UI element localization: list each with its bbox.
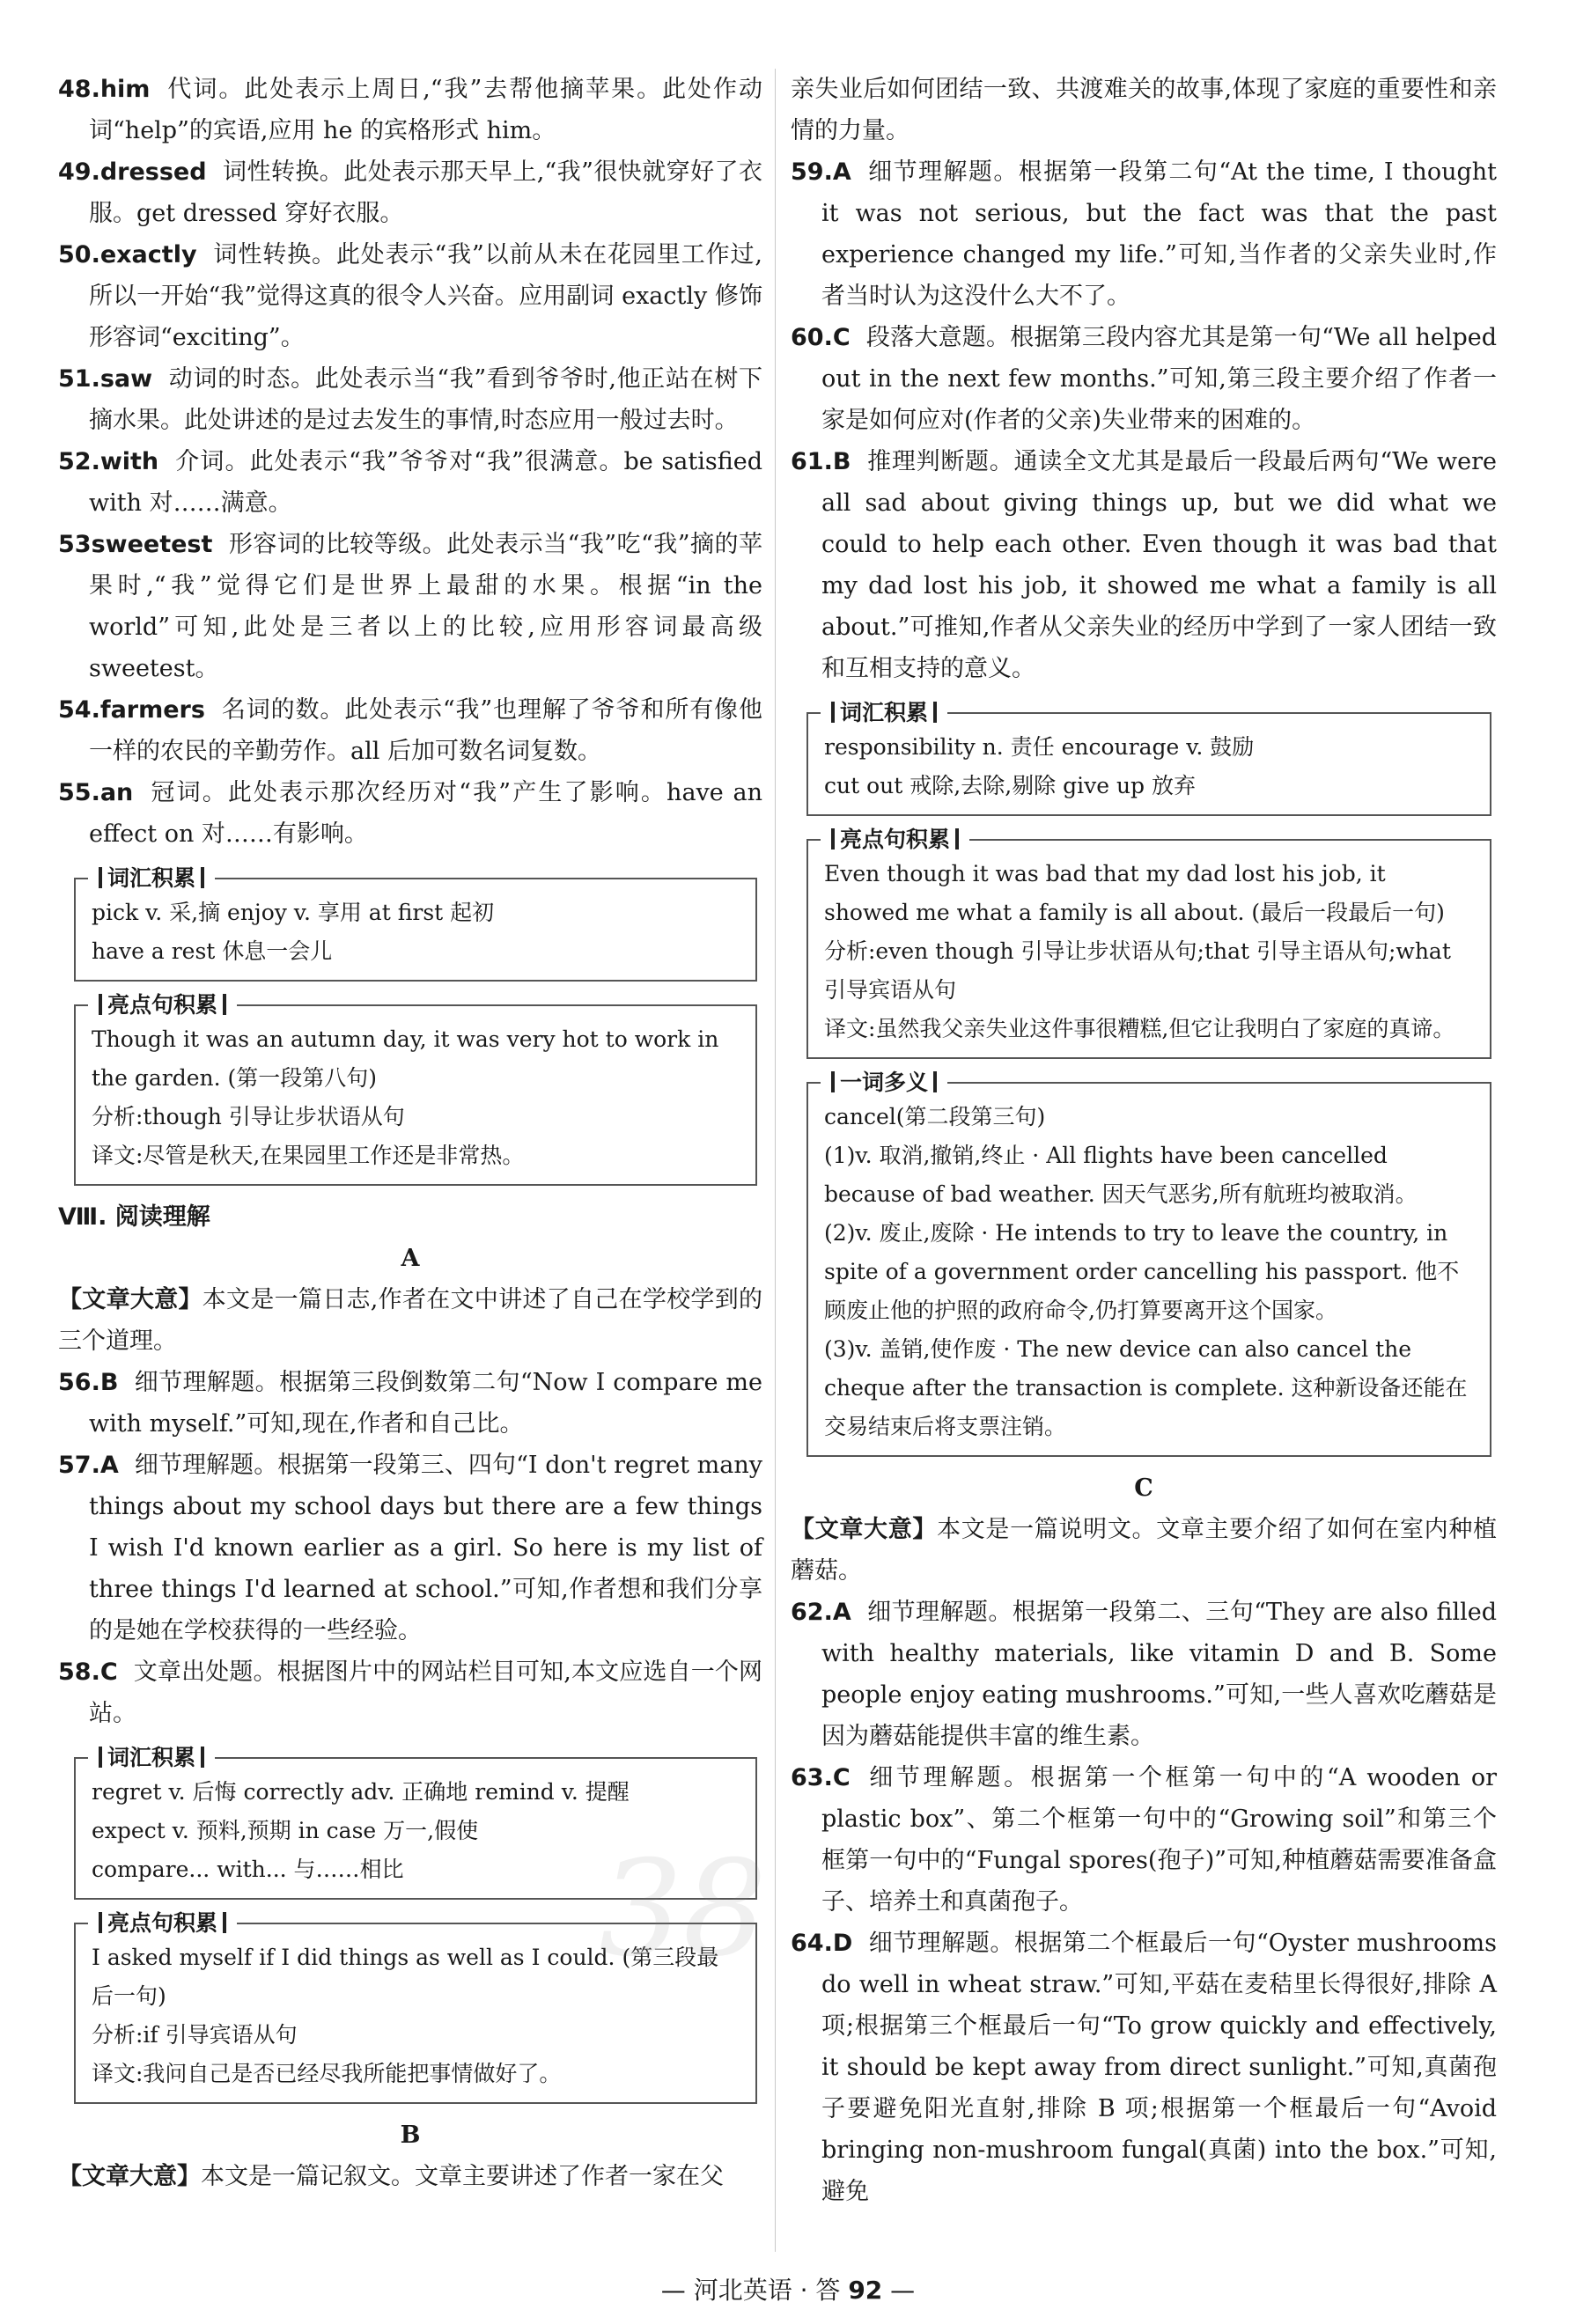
box-line: 译文:虽然我父亲失业这件事很糟糕,但它让我明白了家庭的真谛。 [824, 1016, 1455, 1041]
box-line: 译文:我问自己是否已经尽我所能把事情做好了。 [92, 2061, 562, 2086]
part-heading-a: A [401, 1245, 420, 1272]
answer-number: 63.C [791, 1764, 851, 1791]
box-line: 分析:if 引导宾语从句 [92, 2022, 298, 2048]
answer-item [58, 358, 762, 441]
answer-item [791, 151, 1497, 317]
box-line: Even though it was bad that my dad lost his job, it showed me what a family is all about. (最后一段最后一句) [824, 861, 1445, 925]
polysemy-box [806, 1070, 1491, 1457]
summary-a: 【文章大意】本文是一篇日志,作者在文中讲述了自己在学校学到的三个道理。 [58, 1286, 762, 1355]
answer-list-a [58, 1362, 762, 1734]
answer-number: 54.farmers [58, 696, 205, 724]
answer-number: 58.C [58, 1658, 118, 1686]
box-line: 分析:though 引导让步状语从句 [92, 1104, 405, 1129]
answer-item [791, 1757, 1497, 1923]
box-lines [92, 1773, 740, 1889]
answer-item [58, 772, 762, 855]
sentence-box-2 [74, 1910, 757, 2104]
summary-c: 【文章大意】本文是一篇说明文。文章主要介绍了如何在室内种植蘑菇。 [791, 1516, 1498, 1585]
box-line: regret v. 后悔 correctly adv. 正确地 remind v. 提醒 [92, 1779, 630, 1805]
answer-item [791, 317, 1497, 441]
box-line: Though it was an autumn day, it was very hot to work in the garden. (第一段第八句) [92, 1026, 719, 1091]
answer-number: 49.dressed [58, 158, 207, 186]
answer-explanation: 名词的数。此处表示“我”也理解了爷爷和所有像他一样的农民的辛勤劳作。all 后加可数名词复数。 [89, 696, 762, 765]
box-line: 译文:尽管是秋天,在果园里工作还是非常热。 [92, 1143, 525, 1168]
answer-item [58, 1362, 762, 1445]
answer-explanation: 词性转换。此处表示那天早上,“我”很快就穿好了衣服。get dressed 穿好衣服。 [89, 158, 762, 227]
answer-number: 61.B [791, 448, 851, 475]
box-title: 亮点句积累 [88, 1910, 237, 1937]
box-line: cancel(第二段第三句) [824, 1104, 1046, 1129]
box-lines [92, 1020, 740, 1175]
answer-explanation: 词性转换。此处表示“我”以前从未在花园里工作过,所以一开始“我”觉得这真的很令人兴奋。应用副词 exactly 修饰形容词“exciting”。 [89, 241, 762, 351]
box-title: 一词多义 [821, 1070, 947, 1096]
vocab-box-2 [74, 1745, 757, 1900]
answer-explanation: 冠词。此处表示那次经历对“我”产生了影响。have an effect on 对……有影响。 [89, 779, 762, 848]
answer-number: 59.A [791, 158, 851, 186]
sentence-box-3 [806, 827, 1491, 1059]
answer-item [58, 151, 762, 234]
answer-item [58, 441, 762, 524]
box-line: (1)v. 取消,撤销,终止 · All flights have been cancelled because of bad weather. 因天气恶劣,所有航班均被取消。 [824, 1143, 1418, 1207]
box-line: have a rest 休息一会儿 [92, 938, 333, 964]
part-heading-c: C [1134, 1475, 1153, 1502]
answer-number: 51.saw [58, 365, 153, 393]
vocab-box-1 [74, 865, 757, 982]
answer-explanation: 介词。此处表示“我”爷爷对“我”很满意。be satisfied with 对……满意。 [89, 448, 762, 517]
summary-b: 【文章大意】本文是一篇记叙文。文章主要讲述了作者一家在父 [58, 2163, 724, 2190]
box-line: pick v. 采,摘 enjoy v. 享用 at first 起初 [92, 900, 495, 925]
box-title: 亮点句积累 [821, 827, 969, 853]
answer-explanation: 代词。此处表示上周日,“我”去帮他摘苹果。此处作动词“help”的宾语,应用 he 的宾格形式 him。 [89, 76, 762, 144]
answer-number: 56.B [58, 1369, 119, 1396]
answer-number: 64.D [791, 1930, 853, 1957]
box-line: compare... with... 与……相比 [92, 1857, 404, 1882]
answer-number: 50.exactly [58, 241, 197, 268]
answer-item [58, 524, 762, 689]
summary-b-continued: 亲失业后如何团结一致、共渡难关的故事,体现了家庭的重要性和亲情的力量。 [791, 76, 1497, 144]
box-lines [92, 894, 740, 971]
answer-explanation: 细节理解题。根据第一段第三、四句“I don't regret many things about my school days but there are a few things I wish I'd known earlier as a girl. So here is my list of three things I'd learned at school.”可知,作者想和我们分享的是她在学校获得的一些经验。 [89, 1452, 762, 1644]
answer-explanation: 细节理解题。根据第三段倒数第二句“Now I compare me with myself.”可知,现在,作者和自己比。 [89, 1369, 762, 1438]
box-line: 分析:even though 引导让步状语从句;that 引导主语从句;what 引导宾语从句 [824, 938, 1451, 1003]
answer-item [58, 1445, 762, 1651]
answer-item [58, 1651, 762, 1734]
sentence-box-1 [74, 992, 757, 1186]
box-title: 亮点句积累 [88, 992, 237, 1019]
box-lines [824, 728, 1474, 805]
page-footer: — 河北英语 · 答 92 — [660, 2276, 916, 2305]
answer-item [791, 441, 1497, 689]
answer-item [791, 1592, 1497, 1757]
box-title: 词汇积累 [821, 700, 947, 726]
answer-explanation: 细节理解题。根据第一段第二句“At the time, I thought it was not serious, but the fact was that the past experience changed my life.”可知,当作者的父亲失业时,作者当时认为这没什么大不了。 [821, 158, 1497, 310]
box-lines [824, 855, 1474, 1048]
box-line: (2)v. 废止,废除 · He intends to try to leave the country, in spite of a government order cancelling his passport. 他不顾废止他的护照的政府命令,仍打算要离开这个国家。 [824, 1220, 1460, 1323]
answer-explanation: 推理判断题。通读全文尤其是最后一段最后两句“We were all sad about giving things up, but we did what we could to help each other. Even though it was bad that my dad lost his job, it showed me what a family is all about.”可推知,作者从父亲失业的经历中学到了一家人团结一致和互相支持的意义。 [821, 448, 1497, 682]
section-heading: Ⅷ. 阅读理解 [58, 1203, 210, 1231]
box-line: responsibility n. 责任 encourage v. 鼓励 [824, 734, 1255, 760]
answer-number: 57.A [58, 1452, 119, 1479]
answer-number: 48.him [58, 76, 151, 103]
answer-explanation: 细节理解题。根据第二个框最后一句“Oyster mushrooms do well in wheat straw.”可知,平菇在麦秸里长得很好,排除 A 项;根据第三个框最后一句“To grow quickly and effectively, it should be kept away from direct sunlight.”可知,真菌孢子要避免阳光直射,排除 B 项;根据第一个框最后一句“Avoid bringing non-mushroom fungal(真菌) into the box.”可知,避免 [821, 1930, 1497, 2205]
box-line: (3)v. 盖销,使作废 · The new device can also cancel the cheque after the transaction is complete. 这种新设备还能在交易结束后将支票注销。 [824, 1336, 1468, 1439]
box-line: I asked myself if I did things as well as I could. (第三段最后一句) [92, 1945, 719, 2009]
answer-explanation: 形容词的比较等级。此处表示当“我”吃“我”摘的苹果时,“我”觉得它们是世界上最甜的水果。根据“in the world”可知,此处是三者以上的比较,应用形容词最高级 sweetest。 [89, 531, 762, 682]
answer-item [58, 234, 762, 358]
box-lines [92, 1938, 740, 2093]
answer-number: 53sweetest [58, 531, 213, 558]
answer-number: 62.A [791, 1599, 851, 1626]
left-column [58, 69, 762, 2197]
answer-list-c [791, 1592, 1497, 2212]
column-divider [775, 69, 776, 2252]
answer-item [791, 1923, 1497, 2212]
answer-explanation: 动词的时态。此处表示当“我”看到爷爷时,他正站在树下摘水果。此处讲述的是过去发生的事情,时态应用一般过去时。 [89, 365, 762, 434]
box-title: 词汇积累 [88, 865, 215, 892]
answer-item [58, 689, 762, 772]
vocab-box-3 [806, 700, 1491, 816]
answer-list-b [791, 151, 1497, 689]
answer-explanation: 细节理解题。根据第一段第二、三句“They are also filled with healthy materials, like vitamin D and B. Some people enjoy eating mushrooms.”可知,一些人喜欢吃蘑菇是因为蘑菇能提供丰富的维生素。 [821, 1599, 1497, 1750]
part-heading-b: B [400, 2122, 421, 2149]
answer-explanation: 文章出处题。根据图片中的网站栏目可知,本文应选自一个网站。 [89, 1658, 762, 1727]
answer-explanation: 段落大意题。根据第三段内容尤其是第一句“We all helped out in the next few months.”可知,第三段主要介绍了作者一家是如何应对(作者的父亲)失业带来的困难的。 [821, 324, 1497, 434]
box-line: expect v. 预料,预期 in case 万一,假使 [92, 1818, 479, 1843]
answer-explanation: 细节理解题。根据第一个框第一句中的“A wooden or plastic box”、第二个框第一句中的“Growing soil”和第三个框第一句中的“Fungal spores(孢子)”可知,种植蘑菇需要准备盒子、培养土和真菌孢子。 [821, 1764, 1497, 1916]
right-column [791, 69, 1497, 2212]
answer-number: 55.an [58, 779, 134, 806]
answer-list-cloze [58, 69, 762, 855]
box-lines [824, 1098, 1474, 1446]
svg-text:38: 38 [599, 1833, 767, 1986]
page-number: 92 [848, 2276, 883, 2305]
answer-number: 52.with [58, 448, 159, 475]
answer-item [58, 69, 762, 151]
answer-number: 60.C [791, 324, 851, 351]
box-title: 词汇积累 [88, 1745, 215, 1771]
box-line: cut out 戒除,去除,剔除 give up 放弃 [824, 773, 1196, 798]
